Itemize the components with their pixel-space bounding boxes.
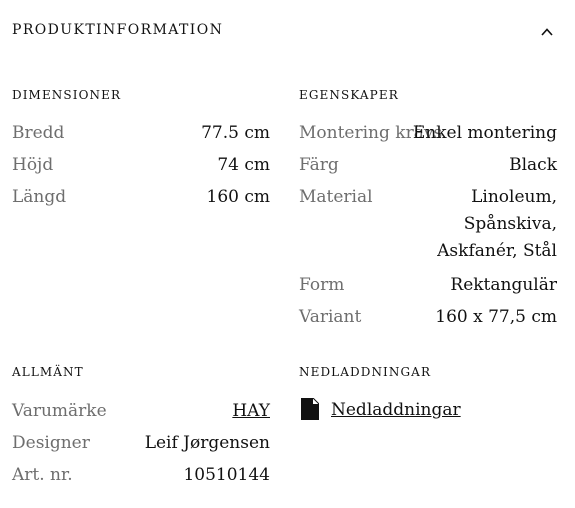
property-value-multiline [417, 184, 557, 265]
properties-title: EGENSKAPER [299, 88, 399, 102]
property-label: Material [299, 187, 373, 207]
property-label: Form [299, 275, 345, 295]
property-row-variant [299, 307, 557, 331]
property-value: 160 x 77,5 cm [435, 307, 557, 327]
property-row-color [299, 155, 557, 179]
property-row-material [299, 187, 557, 269]
material-line: Askfanér, Stål [437, 241, 557, 261]
property-value: Black [509, 155, 557, 175]
property-label: Variant [299, 307, 362, 327]
dimension-row-length [12, 187, 270, 211]
dimension-label: Höjd [12, 155, 54, 175]
property-row-assembly [299, 123, 557, 147]
general-title: ALLMÄNT [12, 365, 84, 379]
property-value: Enkel montering [412, 123, 557, 143]
dimension-label: Längd [12, 187, 67, 207]
dimension-row-height [12, 155, 270, 179]
dimension-value: 74 cm [217, 155, 270, 175]
dimensions-title: DIMENSIONER [12, 88, 122, 102]
document-icon [301, 398, 319, 420]
brand-link[interactable]: HAY [232, 401, 270, 421]
product-info-header[interactable] [12, 22, 558, 42]
material-line: Spånskiva, [463, 214, 557, 234]
product-info-title: PRODUKTINFORMATION [12, 22, 224, 38]
general-label: Designer [12, 433, 90, 453]
dimension-value: 160 cm [206, 187, 270, 207]
property-label: Färg [299, 155, 339, 175]
general-row-article-number [12, 465, 270, 489]
downloads-title: NEDLADDNINGAR [299, 365, 432, 379]
property-row-shape [299, 275, 557, 299]
dimension-value: 77.5 cm [201, 123, 270, 143]
dimension-label: Bredd [12, 123, 65, 143]
general-label: Art. nr. [12, 465, 73, 485]
general-label: Varumärke [12, 401, 107, 421]
general-value: Leif Jørgensen [144, 433, 270, 453]
property-value: Rektangulär [450, 275, 557, 295]
general-value: 10510144 [183, 465, 270, 485]
chevron-up-icon[interactable] [540, 25, 554, 39]
downloads-link[interactable]: Nedladdningar [331, 400, 461, 420]
general-row-brand [12, 401, 270, 425]
property-label: Montering krävs [299, 123, 443, 143]
material-line: Linoleum, [471, 187, 557, 207]
dimension-row-width [12, 123, 270, 147]
general-row-designer [12, 433, 270, 457]
